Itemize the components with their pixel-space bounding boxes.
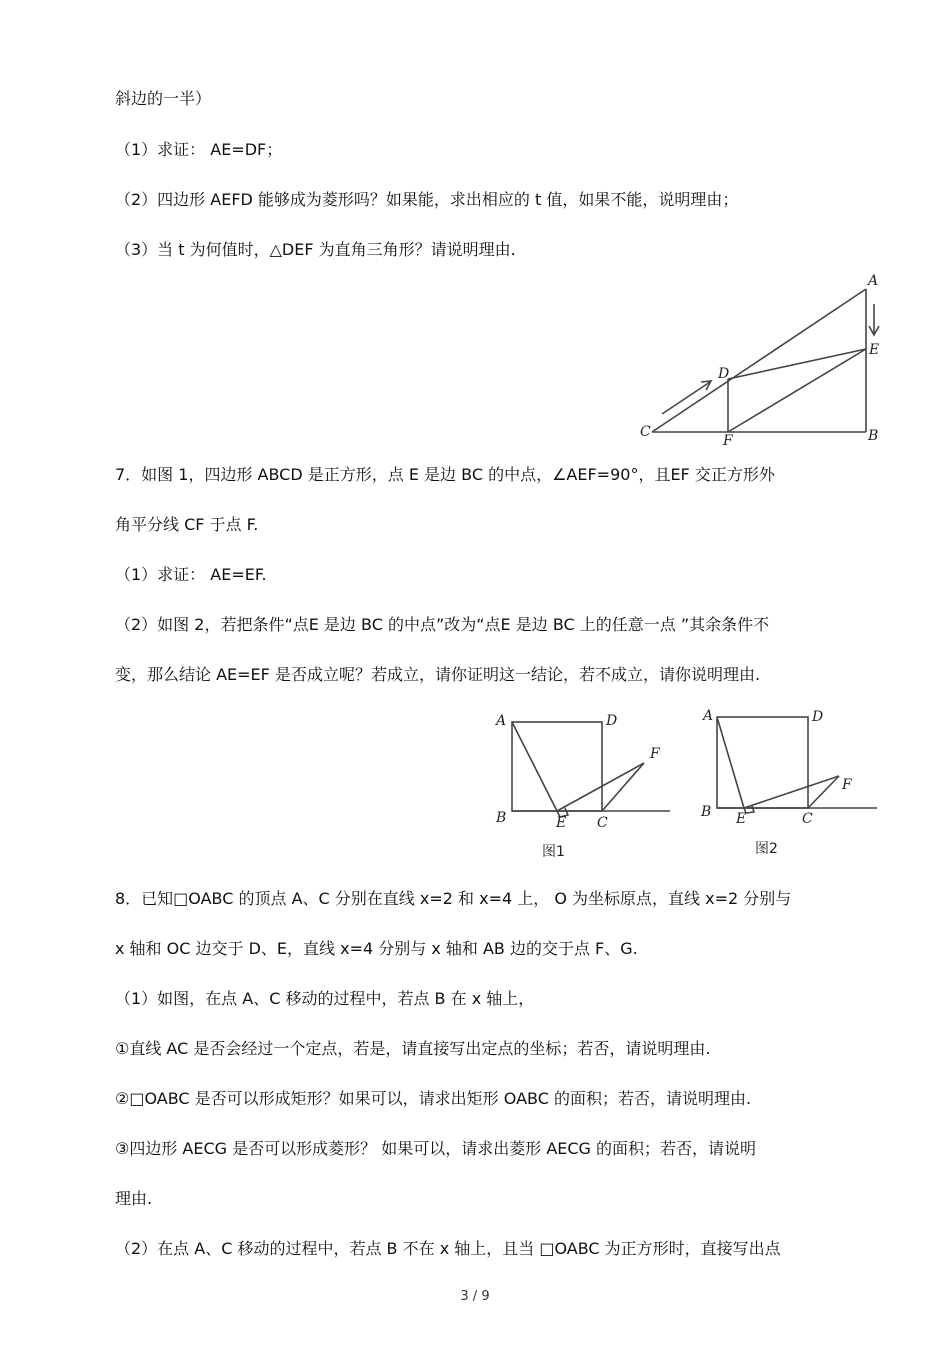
label-d: D xyxy=(812,709,824,725)
label-c: C xyxy=(640,424,651,440)
figure-triangle-aefd xyxy=(630,268,890,448)
label-a: A xyxy=(703,708,714,724)
text-line-15: ③四边形 AECG 是否可以形成菱形？ 如果可以，请求出菱形 AECG 的面积；若否，请说明 xyxy=(115,1139,757,1158)
label-f: F xyxy=(723,433,733,448)
figure-caption: 图2 xyxy=(755,841,778,857)
label-f: F xyxy=(650,746,660,762)
text-line-17: （2）在点 A、C 移动的过程中，若点 B 不在 x 轴上，且当 □OABC 为正方形时，直接写出点 xyxy=(115,1239,781,1258)
label-b: B xyxy=(701,804,712,820)
figure-1-square xyxy=(490,705,675,865)
label-e: E xyxy=(556,815,567,831)
text-line-4: （3）当 t 为何值时，△DEF 为直角三角形？请说明理由. xyxy=(115,240,516,259)
text-line-5: 7．如图 1，四边形 ABCD 是正方形，点 E 是边 BC 的中点，∠AEF=90°，且EF 交正方形外 xyxy=(115,465,775,484)
text-line-7: （1）求证： AE=EF. xyxy=(115,565,267,584)
label-e: E xyxy=(736,811,747,827)
text-line-12: （1）如图，在点 A、C 移动的过程中，若点 B 在 x 轴上， xyxy=(115,989,535,1008)
text-line-10: 8．已知□OABC 的顶点 A、C 分别在直线 x=2 和 x=4 上， O 为坐标原点，直线 x=2 分别与 xyxy=(115,889,792,908)
text-line-9: 变，那么结论 AE=EF 是否成立呢？若成立，请你证明这一结论，若不成立，请你说明理由. xyxy=(115,665,761,684)
text-line-6: 角平分线 CF 于点 F. xyxy=(115,515,259,534)
text-line-11: x 轴和 OC 边交于 D、E，直线 x=4 分别与 x 轴和 AB 边的交于点 F、G. xyxy=(115,939,638,958)
figure-2-square xyxy=(697,703,882,863)
text-line-3: （2）四边形 AEFD 能够成为菱形吗？如果能，求出相应的 t 值，如果不能，说明理由； xyxy=(115,190,739,209)
label-b: B xyxy=(496,810,507,826)
text-line-13: ①直线 AC 是否会经过一个定点，若是，请直接写出定点的坐标；若否，请说明理由. xyxy=(115,1039,711,1058)
label-a: A xyxy=(868,273,879,289)
text-line-2: （1）求证： AE=DF； xyxy=(115,140,283,159)
text-line-1: 斜边的一半） xyxy=(115,89,212,108)
label-c: C xyxy=(802,811,813,827)
label-f: F xyxy=(842,777,852,793)
text-line-8: （2）如图 2，若把条件“点E 是边 BC 的中点”改为“点E 是边 BC 上的任意一点 ”其余条件不 xyxy=(115,615,770,634)
label-d: D xyxy=(718,366,730,382)
page-number: 3 / 9 xyxy=(460,1289,490,1304)
label-a: A xyxy=(496,713,507,729)
label-e: E xyxy=(869,342,880,358)
text-line-16: 理由. xyxy=(115,1189,153,1208)
label-b: B xyxy=(868,428,879,444)
label-c: C xyxy=(597,815,608,831)
label-d: D xyxy=(606,713,618,729)
text-line-14: ②□OABC 是否可以形成矩形？如果可以，请求出矩形 OABC 的面积；若否，请说明理由. xyxy=(115,1089,752,1108)
figure-caption: 图1 xyxy=(542,844,565,860)
